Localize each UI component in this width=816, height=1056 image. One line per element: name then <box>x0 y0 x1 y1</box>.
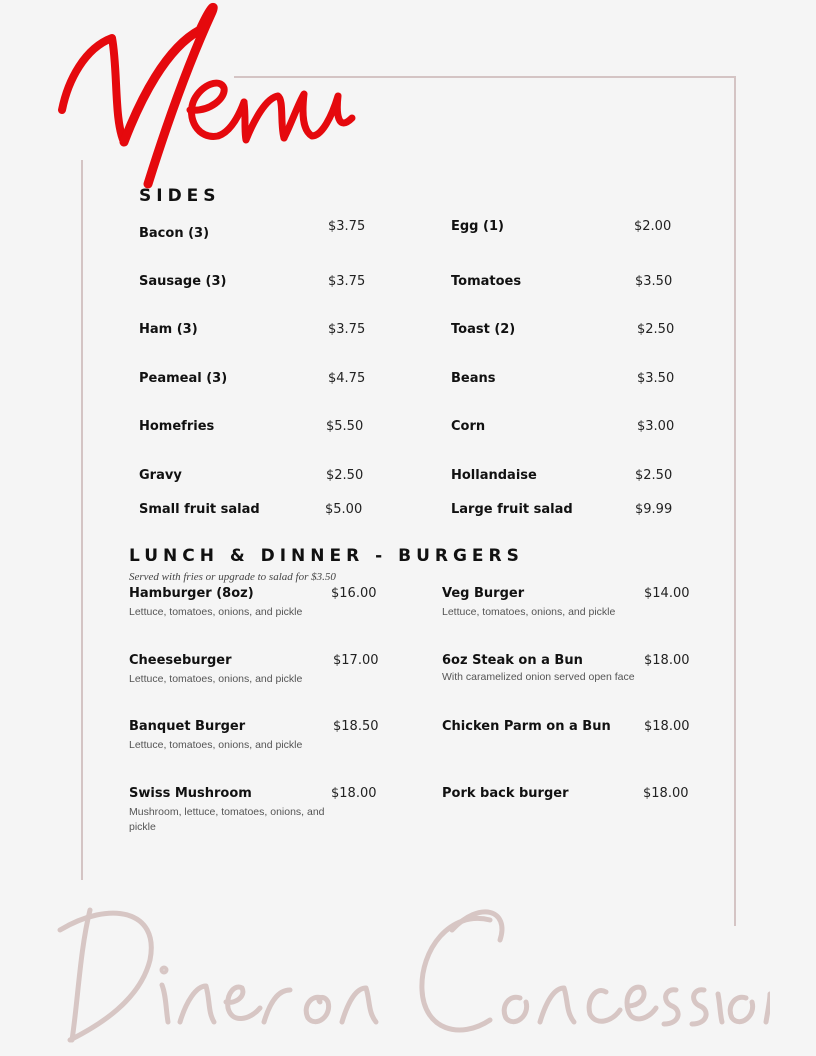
burger-desc-hamburger: Lettuce, tomatoes, onions, and pickle <box>129 606 303 618</box>
burger-desc-banquet: Lettuce, tomatoes, onions, and pickle <box>129 739 303 751</box>
side-price-ham: $3.75 <box>328 322 366 337</box>
burgers-heading: LUNCH & DINNER - BURGERS <box>129 546 524 566</box>
side-item-small-fruit-salad: Small fruit salad <box>139 502 260 517</box>
burger-item-hamburger: Hamburger (8oz) <box>129 586 254 601</box>
burger-price-cheeseburger: $17.00 <box>333 653 379 668</box>
burger-price-pork-back: $18.00 <box>643 786 689 801</box>
burger-price-steak-on-bun: $18.00 <box>644 653 690 668</box>
side-price-large-fruit-salad: $9.99 <box>635 502 673 517</box>
side-item-ham: Ham (3) <box>139 322 198 337</box>
burger-item-veg: Veg Burger <box>442 586 525 601</box>
menu-title-logo <box>40 0 370 190</box>
side-item-egg: Egg (1) <box>451 219 504 234</box>
burger-price-veg: $14.00 <box>644 586 690 601</box>
side-item-homefries: Homefries <box>139 419 215 434</box>
burger-item-pork-back: Pork back burger <box>442 786 569 801</box>
side-price-toast: $2.50 <box>637 322 675 337</box>
side-price-bacon: $3.75 <box>328 219 366 234</box>
side-item-beans: Beans <box>451 371 496 386</box>
diner-on-concession-logo <box>50 890 770 1050</box>
burger-price-banquet: $18.50 <box>333 719 379 734</box>
side-price-corn: $3.00 <box>637 419 675 434</box>
burgers-note: Served with fries or upgrade to salad for $3.50 <box>129 571 336 583</box>
side-item-bacon: Bacon (3) <box>139 226 210 241</box>
side-item-tomatoes: Tomatoes <box>451 274 522 289</box>
side-price-peameal: $4.75 <box>328 371 366 386</box>
side-item-corn: Corn <box>451 419 486 434</box>
burger-price-chicken-parm: $18.00 <box>644 719 690 734</box>
side-item-peameal: Peameal (3) <box>139 371 228 386</box>
frame-left-line <box>81 160 83 880</box>
side-price-gravy: $2.50 <box>326 468 364 483</box>
side-item-hollandaise: Hollandaise <box>451 468 537 483</box>
sides-heading: SIDES <box>139 186 221 206</box>
burger-price-hamburger: $16.00 <box>331 586 377 601</box>
burger-desc-veg: Lettuce, tomatoes, onions, and pickle <box>442 606 616 618</box>
side-price-egg: $2.00 <box>634 219 672 234</box>
burger-desc-cheeseburger: Lettuce, tomatoes, onions, and pickle <box>129 673 303 685</box>
side-item-toast: Toast (2) <box>451 322 516 337</box>
side-price-hollandaise: $2.50 <box>635 468 673 483</box>
side-price-homefries: $5.50 <box>326 419 364 434</box>
burger-item-cheeseburger: Cheeseburger <box>129 653 232 668</box>
burger-desc-steak-on-bun: With caramelized onion served open face <box>442 671 635 683</box>
burger-item-swiss-mushroom: Swiss Mushroom <box>129 786 252 801</box>
burger-price-swiss-mushroom: $18.00 <box>331 786 377 801</box>
side-price-beans: $3.50 <box>637 371 675 386</box>
burger-item-banquet: Banquet Burger <box>129 719 246 734</box>
side-item-sausage: Sausage (3) <box>139 274 227 289</box>
side-price-tomatoes: $3.50 <box>635 274 673 289</box>
burger-item-chicken-parm: Chicken Parm on a Bun <box>442 719 611 734</box>
burger-item-steak-on-bun: 6oz Steak on a Bun <box>442 653 583 668</box>
side-price-small-fruit-salad: $5.00 <box>325 502 363 517</box>
side-price-sausage: $3.75 <box>328 274 366 289</box>
frame-right-line <box>734 76 736 926</box>
side-item-gravy: Gravy <box>139 468 182 483</box>
side-item-large-fruit-salad: Large fruit salad <box>451 502 573 517</box>
burger-desc-swiss-mushroom: Mushroom, lettuce, tomatoes, onions, and pickle <box>129 806 325 833</box>
